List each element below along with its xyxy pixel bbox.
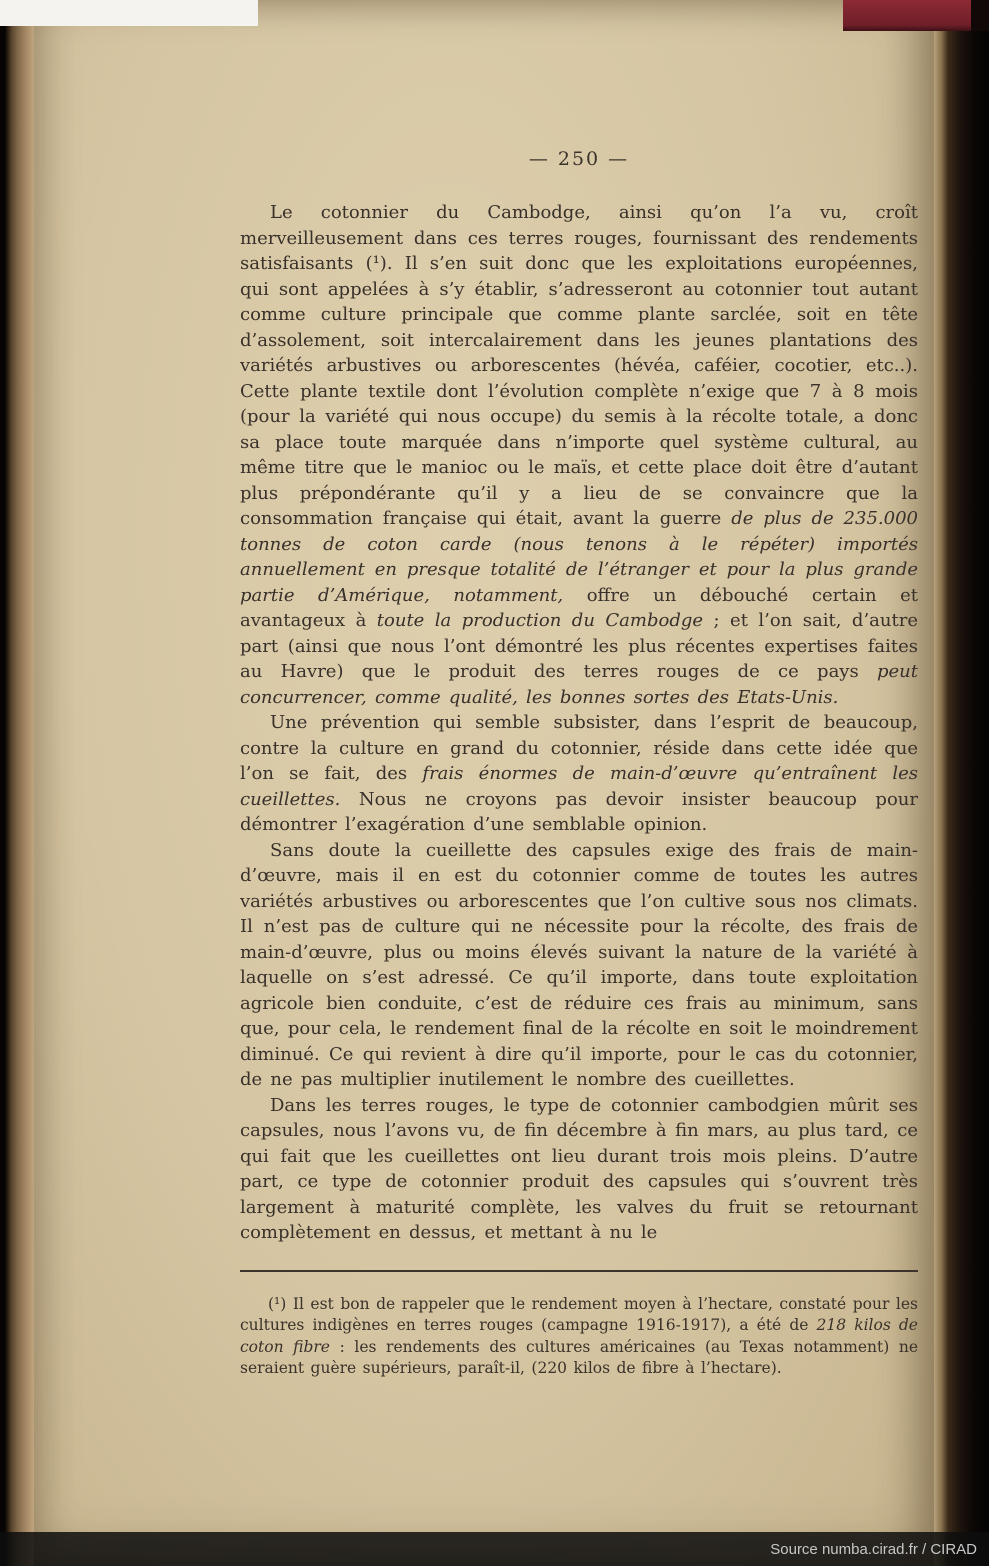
text-segment: (¹) Il est bon de rappeler que le rendement moyen à l’hectare, constaté pour les cultures indigènes en terres rouges (campagne 1916-1917), a été de	[240, 1294, 918, 1334]
page-text-block	[240, 148, 918, 1380]
text-segment: Une prévention qui semble subsister, dans l’esprit de beaucoup, contre la culture en grand du cotonnier, réside dans cette idée que l’on se fait, des	[240, 712, 918, 784]
paragraph	[240, 838, 918, 1093]
footnote-divider	[240, 1270, 918, 1272]
page-number: — 250 —	[528, 148, 630, 170]
adjacent-book-cover	[843, 0, 989, 31]
text-segment: : les rendements des cultures américaines (au Texas notamment) ne seraient guère supérieurs, paraît-il, (220 kilos de fibre à l’hectare).	[240, 1337, 918, 1377]
italic-text-segment: toute la production du Cambodge	[376, 610, 704, 631]
italic-text-segment: peut concurrencer, comme qualité, les bonnes sortes des Etats-Unis.	[240, 661, 918, 708]
text-segment: Dans les terres rouges, le type de cotonnier cambodgien mûrit ses capsules, nous l’avons vu, de fin décembre à fin mars, au plus tard, ce qui fait que les cueillettes ont lieu durant trois mois pleins. D’autre part, ce type de cotonnier produit des capsules qui s’ouvrent très largement à maturité complète, les valves du fruit se retournant complètement en dessus, et mettant à nu le	[240, 1094, 918, 1243]
book-page-edges-left	[0, 0, 34, 1566]
italic-text-segment: de plus de 235.000 tonnes de coton carde (nous tenons à le répéter) importés annuellement en presque totalité de l’étranger et pour la plus grande partie d’Amérique, notamment,	[240, 508, 918, 606]
paragraph	[240, 1093, 918, 1246]
text-segment: Sans doute la cueillette des capsules exige des frais de main-d’œuvre, mais il en est du cotonnier comme de toutes les autres variétés arbustives ou arborescentes que l’on cultive sous nos climats. Il n’est pas de culture qui ne nécessite pour la récolte, des frais de main-d’œuvre, plus ou moins élevés suivant la nature de la variété à laquelle on s’est adressé. Ce qu’il importe, dans toute exploitation agricole bien conduite, c’est de réduire ces frais au minimum, sans que, pour cela, le rendement final de la récolte en soit le moindrement diminué. Ce qui revient à dire qu’il importe, pour le cas du cotonnier, de ne pas multiplier inutilement le nombre des cueillettes.	[240, 839, 918, 1090]
text-segment: ; et l’on sait, d’autre part (ainsi que nous l’ont démontré les plus récentes expertises faites au Havre) que le produit des terres rouges de ce pays	[240, 610, 918, 682]
paragraph	[240, 200, 918, 710]
text-segment: offre un débouché certain et avantageux à	[240, 584, 918, 631]
source-attribution: Source numba.cirad.fr / CIRAD	[770, 1540, 977, 1558]
paragraph	[240, 710, 918, 838]
body-paragraphs	[240, 200, 918, 1246]
book-page	[34, 0, 934, 1566]
text-segment: Le cotonnier du Cambodge, ainsi qu’on l’a vu, croît merveilleusement dans ces terres rouges, fournissant des rendements satisfaisants (¹). Il s’en suit donc que les exploitations européennes, qui sont appelées à s’y établir, s’adresseront au cotonnier tout autant comme culture principale que comme plante sarclée, soit en tête d’assolement, soit intercalairement dans les jeunes plantations des variétés arbustives ou arborescentes (hévéa, caféier, cocotier, etc..). Cette plante textile dont l’évolution complète n’exige que 7 à 8 mois (pour la variété qui nous occupe) du semis à la récolte totale, a donc sa place toute marquée dans n’importe quel système cultural, au même titre que le manioc ou le maïs, et cette place doit être d’autant plus prépondérante qu’il y a lieu de se convaincre que la consommation française qui était, avant la guerre	[240, 202, 918, 529]
book-spine-right	[934, 0, 989, 1566]
italic-text-segment: frais énormes de main-d’œuvre qu’entraînent les cueillettes.	[240, 763, 918, 810]
scan-background-corner	[0, 0, 258, 26]
footnote	[240, 1294, 918, 1380]
source-attribution-bar	[0, 1532, 989, 1566]
italic-text-segment: 218 kilos de coton fibre	[240, 1316, 918, 1356]
text-segment: Nous ne croyons pas devoir insister beaucoup pour démontrer l’exagération d’une semblable opinion.	[240, 788, 918, 835]
